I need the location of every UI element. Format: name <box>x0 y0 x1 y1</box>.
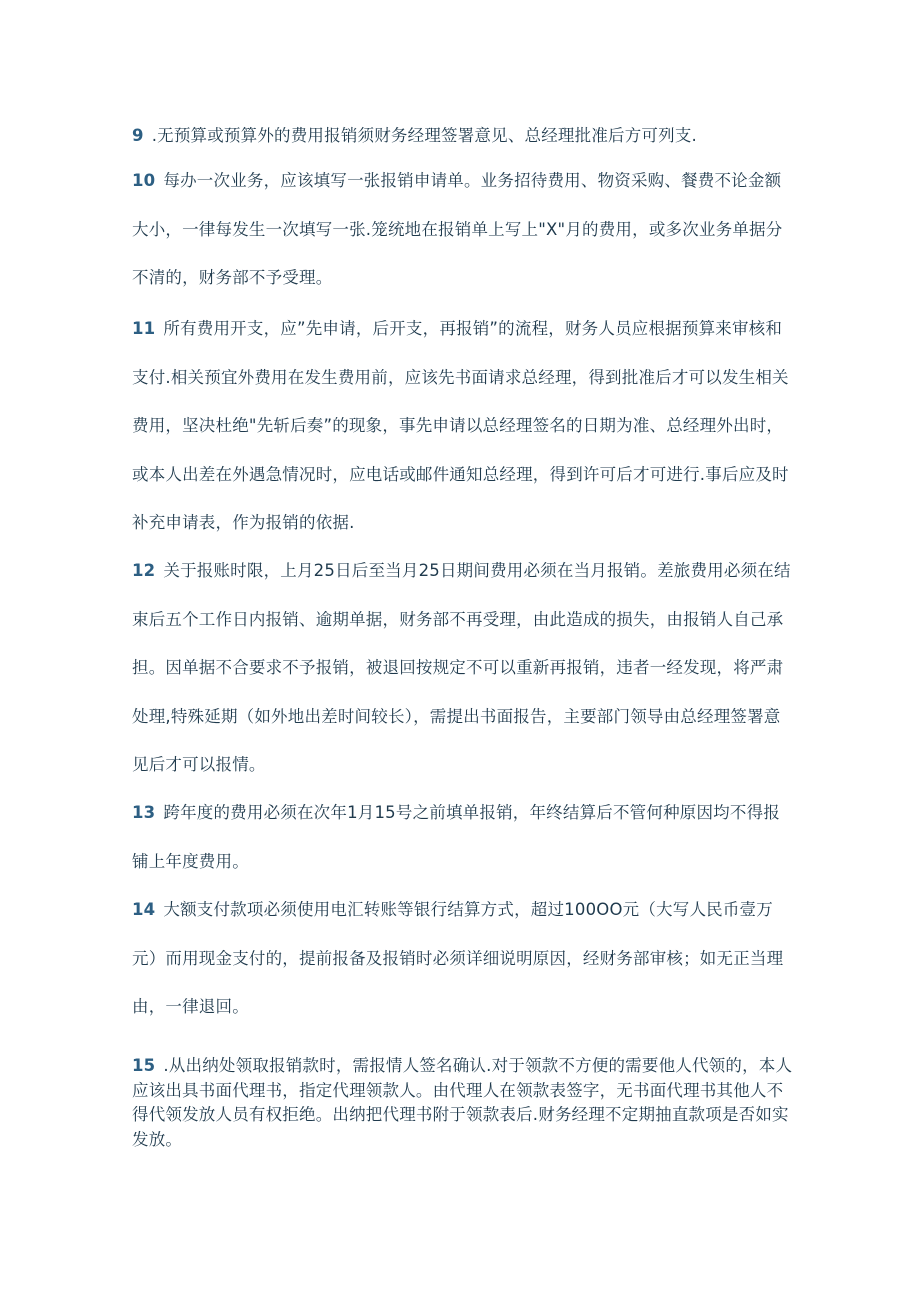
paragraph-15 <box>132 1054 794 1152</box>
paragraph-text: 跨年度的费用必须在次年1月15号之前填单报销，年终结算后不管何种原因均不得报铺上年度费用。 <box>132 803 780 871</box>
paragraph-number: 10 <box>132 171 156 190</box>
paragraph-number: 14 <box>132 900 156 919</box>
paragraph-11 <box>132 305 794 548</box>
paragraph-text: .从出纳处领取报销款时，需报情人签名确认.对于领款不方便的需要他人代领的，本人应该出具书面代理书，指定代理领款人。由代理人在领款表签字，无书面代理书其他人不得代领发放人员有权拒绝。出纳把代理书附于领款表后.财务经理不定期抽直款项是否如实发放。 <box>132 1056 793 1149</box>
paragraph-10 <box>132 157 794 303</box>
paragraph-number: 11 <box>132 319 156 338</box>
paragraph-13 <box>132 789 794 886</box>
paragraph-text: .无预算或预算外的费用报销须财务经理签署意见、总经理批准后方可列支. <box>151 126 697 145</box>
paragraph-text: 大额支付款项必须使用电汇转账等银行结算方式，超过100OO元（大写人民币壹万元）而用现金支付的，提前报备及报销时必须详细说明原因，经财务部审核；如无正当理由，一律退回。 <box>132 900 784 1016</box>
paragraph-text: 关于报账时限，上月25日后至当月25日期间费用必须在当月报销。差旅费用必须在结束后五个工作日内报销、逾期单据，财务部不再受理，由此造成的损失，由报销人自己承担。因单据不合要求不予报销，被退回按规定不可以重新再报销，违者一经发现，将严肃处理,特殊延期（如外地出差时间较长），需提出书面报告，主要部门领导由总经理签署意见后才可以报情。 <box>132 561 791 774</box>
paragraph-number: 13 <box>132 803 156 822</box>
paragraph-12 <box>132 547 794 790</box>
paragraph-14 <box>132 886 794 1032</box>
paragraph-text: 每办一次业务，应该填写一张报销申请单。业务招待费用、物资采购、餐费不论金额大小，一律每发生一次填写一张.笼统地在报销单上写上"X"月的费用，或多次业务单据分不清的，财务部不予受理。 <box>132 171 783 287</box>
paragraph-number: 12 <box>132 561 156 580</box>
paragraph-9 <box>132 112 794 161</box>
paragraph-number: 9 <box>132 126 144 145</box>
paragraph-number: 15 <box>132 1056 156 1075</box>
paragraph-text: 所有费用开支，应”先申请，后开支，再报销”的流程，财务人员应根据预算来审核和支付.相关预宜外费用在发生费用前，应该先书面请求总经理，得到批准后才可以发生相关费用，坚决杜绝"先斩后奏”的现象，事先申请以总经理签名的日期为准、总经理外出时，或本人出差在外遇急情况时，应电话或邮件通知总经理，得到许可后才可进行.事后应及时补充申请表，作为报销的依据. <box>132 319 789 532</box>
